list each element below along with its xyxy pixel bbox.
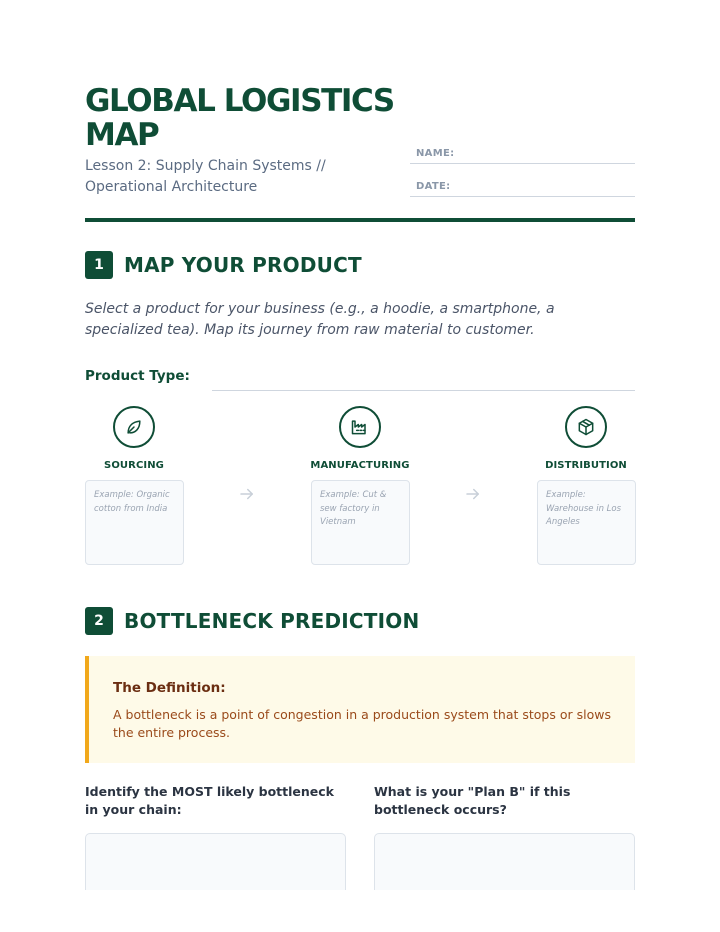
factory-icon	[339, 406, 381, 448]
leaf-icon	[113, 406, 155, 448]
page-title: GLOBAL LOGISTICS MAP	[85, 83, 394, 153]
stage-label-manufacturing: MANUFACTURING	[310, 460, 410, 471]
definition-callout	[85, 656, 635, 763]
page-bottom-margin	[0, 890, 720, 932]
stage-label-sourcing: SOURCING	[104, 460, 164, 471]
stage-label-distribution: DISTRIBUTION	[545, 460, 627, 471]
definition-title: The Definition:	[113, 680, 226, 696]
header-divider	[85, 218, 635, 222]
section-1-title: MAP YOUR PRODUCT	[124, 253, 362, 277]
stage-input-sourcing[interactable]: Example: Organic cotton from India	[85, 480, 184, 565]
section-1-number: 1	[85, 251, 113, 279]
product-type-input[interactable]	[212, 390, 635, 391]
name-label: NAME:	[416, 148, 455, 159]
box-icon	[565, 406, 607, 448]
stage-input-distribution[interactable]: Example: Warehouse in Los Angeles	[537, 480, 636, 565]
section-2-number: 2	[85, 607, 113, 635]
section-1-instructions: Select a product for your business (e.g., a hoodie, a smartphone, a specialized tea). Map its journey from raw material to customer.	[85, 301, 555, 338]
bottleneck-question: Identify the MOST likely bottleneck in your chain:	[85, 784, 334, 817]
plan-b-question: What is your "Plan B" if this bottleneck occurs?	[374, 784, 571, 817]
definition-text: A bottleneck is a point of congestion in a production system that stops or slows the entire process.	[113, 707, 611, 740]
arrow-right-icon	[464, 485, 484, 505]
lesson-subtitle: Lesson 2: Supply Chain Systems // Operational Architecture	[85, 158, 326, 195]
arrow-right-icon	[238, 485, 258, 505]
date-field[interactable]	[410, 181, 635, 197]
product-type-label: Product Type:	[85, 368, 190, 384]
name-field[interactable]	[410, 148, 635, 164]
stage-input-manufacturing[interactable]: Example: Cut & sew factory in Vietnam	[311, 480, 410, 565]
date-label: DATE:	[416, 181, 451, 192]
section-2-title: BOTTLENECK PREDICTION	[124, 609, 420, 633]
